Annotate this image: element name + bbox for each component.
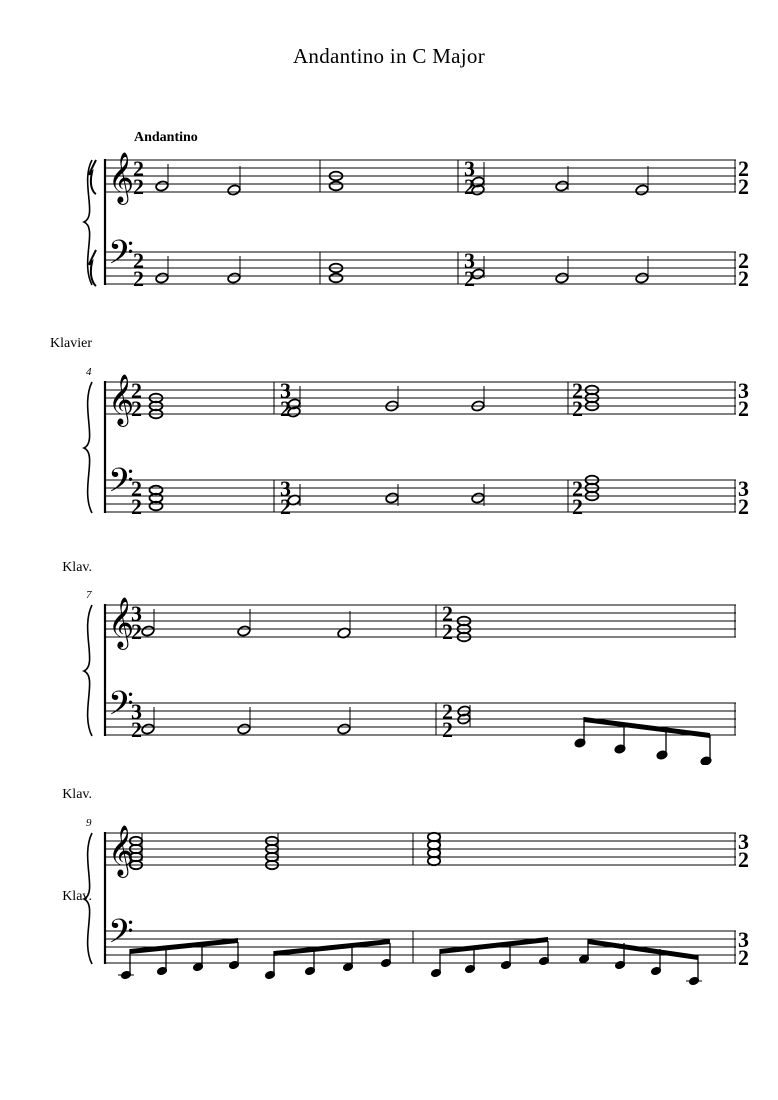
svg-text:3: 3 [280,378,291,403]
svg-text:2: 2 [738,847,749,872]
svg-text:2: 2 [131,378,142,403]
svg-text:2: 2 [738,266,749,291]
svg-text:2: 2 [133,266,144,291]
svg-text:2: 2 [442,699,453,724]
svg-text:2: 2 [280,396,291,421]
page-title: Andantino in C Major [292,44,486,68]
measure-number-9: 9 [86,817,92,829]
svg-text:2: 2 [572,396,583,421]
svg-text:𝄞: 𝄞 [108,152,135,203]
svg-text:2: 2 [738,494,749,519]
svg-text:2: 2 [131,396,142,421]
system-4 [0,805,778,1005]
svg-text:2: 2 [738,945,749,970]
svg-text:3: 3 [280,476,291,501]
instrument-label-1: Klavier [50,336,92,351]
svg-text:2: 2 [131,619,142,644]
svg-text:3: 3 [738,927,749,952]
svg-text:2: 2 [464,174,475,199]
svg-text:𝄢: 𝄢 [108,685,134,731]
system-1-staves [0,120,778,300]
svg-text:2: 2 [442,601,453,626]
svg-text:𝄢: 𝄢 [108,913,134,959]
system-1 [0,120,778,351]
svg-text:3: 3 [131,601,142,626]
svg-text:2: 2 [738,248,749,273]
tempo-marking: Andantino [134,130,198,145]
svg-text:2: 2 [133,248,144,273]
svg-text:2: 2 [131,717,142,742]
svg-text:2: 2 [133,156,144,181]
svg-text:2: 2 [572,494,583,519]
svg-text:𝄞: 𝄞 [108,374,135,425]
system-3-staves [0,575,778,765]
svg-text:3: 3 [131,699,142,724]
measure-number-4: 4 [86,366,92,378]
svg-text:2: 2 [442,717,453,742]
svg-text:𝄢: 𝄢 [108,462,134,508]
svg-text:3: 3 [738,829,749,854]
svg-text:2: 2 [133,174,144,199]
instrument-label-4: Klav. [62,889,92,904]
svg-text:2: 2 [280,494,291,519]
svg-text:2: 2 [131,476,142,501]
svg-text:𝄞: 𝄞 [108,825,135,876]
svg-text:𝄢: 𝄢 [108,234,134,280]
instrument-label-3: Klav. [62,787,92,802]
svg-text:2: 2 [442,619,453,644]
system-2-staves [0,350,778,530]
svg-text:2: 2 [572,378,583,403]
system-3 [0,575,778,802]
svg-text:𝄞: 𝄞 [108,597,135,648]
svg-text:2: 2 [464,266,475,291]
instrument-label-2: Klav. [62,560,92,575]
svg-text:2: 2 [738,174,749,199]
measure-number-7: 7 [86,589,92,601]
svg-text:2: 2 [738,396,749,421]
svg-text:3: 3 [464,156,475,181]
svg-text:2: 2 [131,494,142,519]
svg-text:3: 3 [738,378,749,403]
svg-text:3: 3 [464,248,475,273]
system-4-staves [0,805,778,1005]
svg-text:2: 2 [738,156,749,181]
system-2 [0,350,778,575]
svg-text:3: 3 [738,476,749,501]
svg-text:2: 2 [572,476,583,501]
